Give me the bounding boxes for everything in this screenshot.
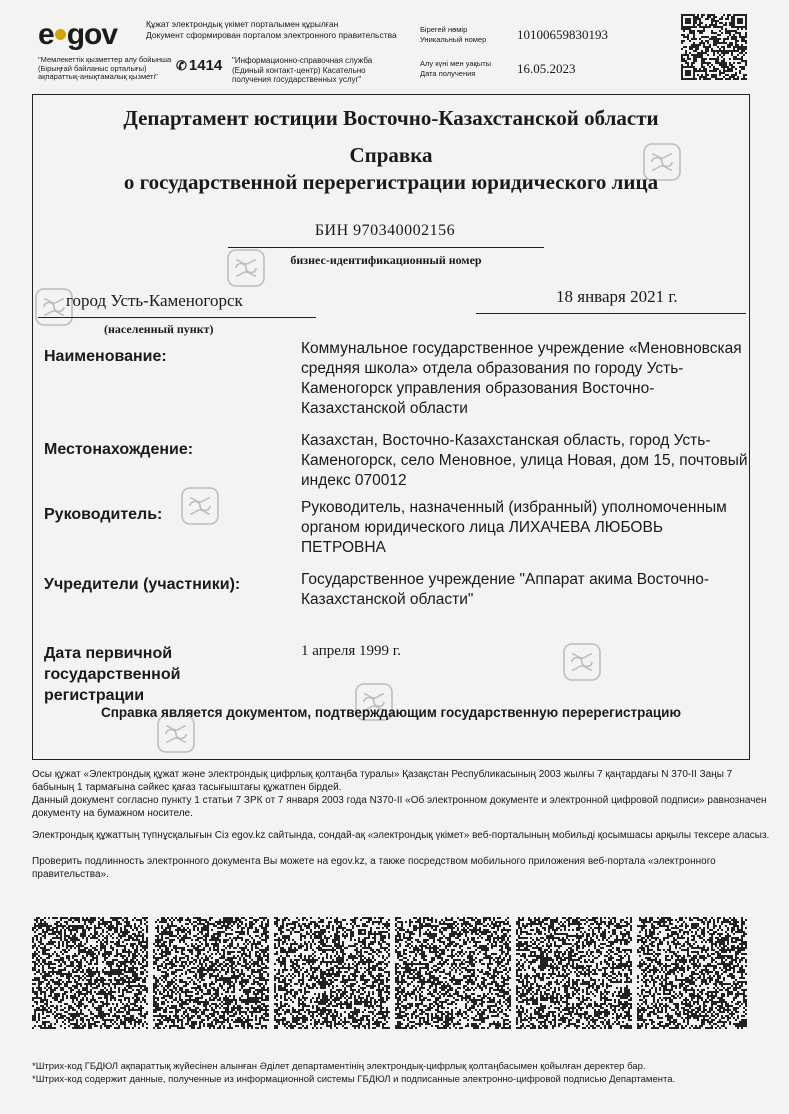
barcode-icon [274,917,390,1029]
doc-formed-kz: Құжат электрондық үкімет порталымен құрылған [146,19,339,29]
logo-text-left: e [38,18,54,51]
legal-note-kz: Осы құжат «Электрондық құжат және электрондық цифрлық қолтаңба туралы» Қазақстан Республикасының 2003 жылғы 7 қаңтардағы N 370-II Заңы 7 бабының 1 тармағына сәйкес қағаз тасығыштағы құжатпен бірдей. [32,769,733,793]
phone-number: 1414 [188,57,223,74]
certificate-subtitle: о государственной перерегистрации юридического лица [123,170,659,194]
field-label-head: Руководитель: [44,506,163,523]
field-value-head: Руководитель, назначенный (избранный) уполномоченным органом юридического лица ЛИХАЧЕВА ЛЮБОВЬ ПЕТРОВНА [301,499,727,556]
field-label-name: Наименование: [44,348,167,365]
received-date: 16.05.2023 [517,61,576,76]
phone-icon: ✆ [176,58,187,73]
field-value-location: Казахстан, Восточно-Казахстанская область, город Усть-Каменогорск, село Меновное, улица Новая, дом 15, почтовый индекс 070012 [301,432,748,489]
received-date-label [420,59,491,78]
unique-number-label-kz: Бірегей нөмір [420,25,468,34]
verify-note-kz: Электрондық құжаттың түпнұсқалығын Сіз egov.kz сайтында, сондай-ақ «электрондық үкімет» веб-порталының мобильді қосымшасы арқылы тексере аласыз. [32,830,770,841]
unique-number: 10100659830193 [517,27,608,42]
unique-number-label-ru: Уникальный номер [420,34,487,44]
department-title: Департамент юстиции Восточно-Казахстанской области [123,106,659,130]
field-value-registration-date: 1 апреля 1999 г. [301,643,401,659]
doc-formed-info [146,19,397,41]
barcode-icon [637,917,747,1029]
barcode-note-kz: *Штрих-код ГБДЮЛ ақпараттық жүйесінен алынған Әділет департаментінің электрондық-цифрлық қолтаңбасымен қойылған деректер бар. [32,1061,646,1072]
doc-formed-ru: Документ сформирован порталом электронного правительства [146,30,397,40]
bin-value: БИН 970340002156 [314,222,456,239]
barcode-note-ru: *Штрих-код содержит данные, полученные из информационной системы ГБДЮЛ и подписанные электронно-цифровой подписью Департамента. [32,1074,676,1085]
bin-caption: бизнес-идентификационный номер [290,253,482,267]
logo-dot-icon [55,29,66,40]
received-date-label-kz: Алу күні мен уақыты [420,59,492,68]
certificate-title: Справка [349,143,433,167]
received-date-label-ru: Дата получения [420,68,476,78]
bin-underline [228,247,544,248]
field-label-location: Местонахождение: [44,441,194,458]
city-underline [38,317,316,318]
qr-code-icon [681,14,747,80]
contact-phone [176,57,222,74]
date-underline [476,313,746,314]
legal-note-ru: Данный документ согласно пункту 1 статьи 7 ЗРК от 7 января 2003 года N370-II «Об электронном документе и электронной цифровой подписи» равнозначен документу на бумажном носителе. [32,795,767,819]
unique-number-label [420,25,486,44]
egov-logo [38,18,117,52]
field-value-name: Коммунальное государственное учреждение «Меновновская средняя школа» отдела образования по городу Усть-Каменогорск управления образования Восточно-Казахстанской области [301,340,742,417]
field-value-founders: Государственное учреждение "Аппарат акима Восточно-Казахстанской области" [301,571,710,608]
barcode-icon [32,917,148,1029]
field-label-founders: Учредители (участники): [44,576,241,593]
barcode-icon [516,917,632,1029]
barcode-icon [395,917,511,1029]
info-service: "Информационно-справочная служба (Единый контакт-центр) Касательно получения государственных услуг" [232,56,373,84]
logo-text-right: gov [66,18,118,51]
issue-date: 18 января 2021 г. [556,287,678,306]
barcode-icon [153,917,269,1029]
city-value: город Усть-Каменогорск [66,291,243,310]
logo-caption: "Мемлекеттік қызметтер алу бойынша (Бірыңғай байланыс орталығы) ақпараттық-анықтамалық қызметі" [38,55,172,81]
city-caption: (населенный пункт) [104,322,214,336]
certificate-footer: Справка является документом, подтверждающим государственную перерегистрацию [100,705,682,720]
verify-note-ru: Проверить подлинность электронного документа Вы можете на egov.kz, а также посредством мобильного приложения веб-портала «электронного правительства». [32,856,716,880]
field-label-registration-date: Дата первичной государственной регистрации [44,645,181,704]
